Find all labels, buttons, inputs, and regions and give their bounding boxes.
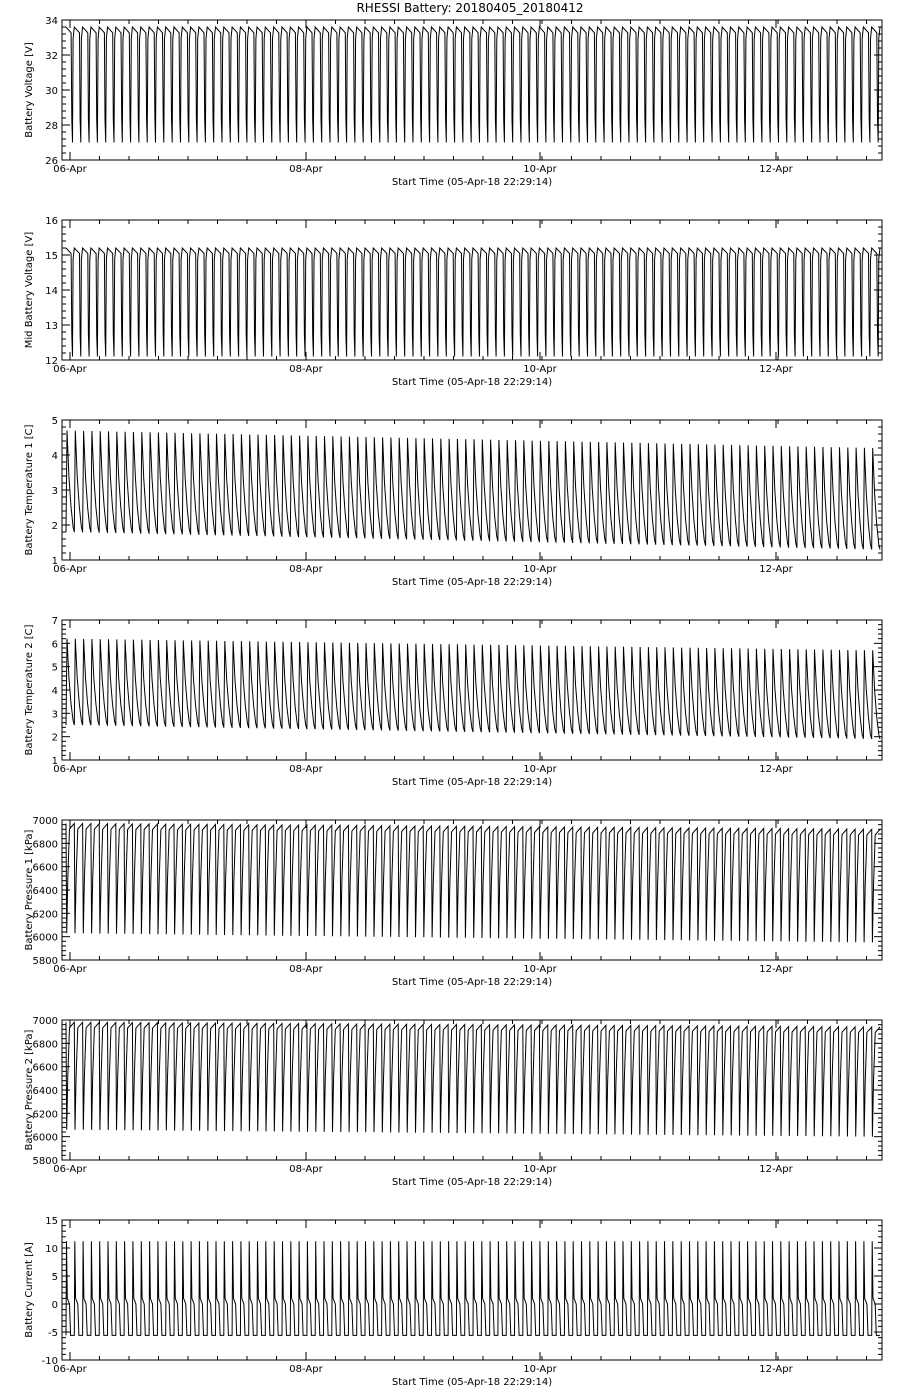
y-tick-label: 13 <box>45 321 58 332</box>
y-tick-label: 5 <box>51 416 58 427</box>
x-tick-label: 12-Apr <box>759 364 793 375</box>
y-tick-label: 5 <box>51 662 58 674</box>
x-tick-label: 08-Apr <box>289 964 323 975</box>
x-tick-label: 10-Apr <box>523 1164 557 1175</box>
y-tick-label: 6200 <box>32 909 58 921</box>
x-tick-label: 12-Apr <box>759 1164 793 1175</box>
panel-1 <box>24 16 882 188</box>
x-tick-label: 12-Apr <box>759 564 793 575</box>
y-tick-label: 6400 <box>32 1086 58 1097</box>
panel-2 <box>24 216 882 388</box>
x-tick-label: 10-Apr <box>523 364 557 375</box>
panel-3 <box>24 416 882 588</box>
y-tick-label: 2 <box>51 732 58 744</box>
series-trace <box>66 248 880 357</box>
y-tick-label: 4 <box>51 451 58 462</box>
y-tick-label: 34 <box>45 16 58 27</box>
y-tick-label: 3 <box>51 709 58 721</box>
y-tick-label: 7 <box>51 616 58 627</box>
series-trace <box>66 431 880 550</box>
y-tick-label: 3 <box>51 486 58 497</box>
x-tick-label: 08-Apr <box>289 364 323 375</box>
x-tick-label: 12-Apr <box>759 964 793 975</box>
panel-5 <box>24 816 882 988</box>
y-tick-label: 15 <box>45 1216 58 1227</box>
x-axis-label: Start Time (05-Apr-18 22:29:14) <box>391 977 553 988</box>
x-tick-label: 06-Apr <box>53 964 87 975</box>
x-tick-label: 10-Apr <box>523 964 557 975</box>
y-tick-label: 4 <box>51 686 58 697</box>
x-tick-label: 06-Apr <box>53 764 87 775</box>
x-tick-label: 12-Apr <box>759 164 793 175</box>
y-tick-label: 32 <box>45 51 58 62</box>
y-tick-label: 6600 <box>32 1062 58 1074</box>
x-tick-label: 10-Apr <box>523 164 557 175</box>
y-tick-label: -10 <box>41 1356 58 1367</box>
y-tick-label: 6000 <box>32 1132 58 1144</box>
y-tick-label: 15 <box>45 251 58 262</box>
y-tick-label: 6000 <box>32 932 58 944</box>
x-tick-label: 08-Apr <box>289 1164 323 1175</box>
panel-6 <box>24 1016 882 1188</box>
y-tick-label: -5 <box>48 1328 58 1339</box>
y-tick-label: 26 <box>45 156 58 167</box>
y-tick-label: 10 <box>45 1244 58 1255</box>
x-axis-label: Start Time (05-Apr-18 22:29:14) <box>391 1377 553 1388</box>
y-tick-label: 1 <box>51 756 58 767</box>
y-axis-label: Battery Pressure 2 [kPa] <box>24 1029 35 1151</box>
x-axis-label: Start Time (05-Apr-18 22:29:14) <box>391 377 553 388</box>
y-axis-label: Battery Pressure 1 [kPa] <box>24 829 35 951</box>
x-tick-label: 10-Apr <box>523 764 557 775</box>
y-tick-label: 6600 <box>32 862 58 874</box>
y-tick-label: 6200 <box>32 1109 58 1121</box>
y-axis-label: Mid Battery Voltage [V] <box>24 231 35 349</box>
y-tick-label: 2 <box>51 521 58 532</box>
x-tick-label: 06-Apr <box>53 1164 87 1175</box>
y-tick-label: 28 <box>45 121 58 132</box>
x-tick-label: 08-Apr <box>289 564 323 575</box>
figure-title: RHESSI Battery: 20180405_20180412 <box>356 1 584 15</box>
y-tick-label: 30 <box>45 86 58 97</box>
x-tick-label: 08-Apr <box>289 1364 323 1375</box>
plot-frame <box>62 620 882 760</box>
x-axis-label: Start Time (05-Apr-18 22:29:14) <box>391 1177 553 1188</box>
x-tick-label: 12-Apr <box>759 764 793 775</box>
series-trace <box>66 639 880 739</box>
x-tick-label: 10-Apr <box>523 1364 557 1375</box>
x-tick-label: 08-Apr <box>289 764 323 775</box>
panels <box>24 16 882 1388</box>
y-axis-label: Battery Current [A] <box>24 1242 35 1338</box>
y-tick-label: 12 <box>45 356 58 367</box>
series-trace <box>66 824 880 943</box>
x-tick-label: 08-Apr <box>289 164 323 175</box>
x-tick-label: 06-Apr <box>53 164 87 175</box>
y-tick-label: 14 <box>45 286 58 297</box>
y-tick-label: 0 <box>51 1300 58 1311</box>
y-tick-label: 5 <box>51 1272 58 1283</box>
panel-4 <box>24 616 882 788</box>
y-tick-label: 1 <box>51 556 58 567</box>
y-tick-label: 6800 <box>32 839 58 851</box>
x-tick-label: 10-Apr <box>523 564 557 575</box>
series-trace <box>66 1022 880 1136</box>
y-tick-label: 6 <box>51 639 58 651</box>
x-axis-label: Start Time (05-Apr-18 22:29:14) <box>391 577 553 588</box>
y-tick-label: 6800 <box>32 1039 58 1051</box>
x-tick-label: 06-Apr <box>53 1364 87 1375</box>
plot-frame <box>62 1220 882 1360</box>
y-axis-label: Battery Voltage [V] <box>24 42 35 138</box>
x-tick-label: 06-Apr <box>53 564 87 575</box>
y-tick-label: 16 <box>45 216 58 227</box>
y-tick-label: 7000 <box>32 1016 58 1027</box>
y-axis-label: Battery Temperature 2 [C] <box>24 624 35 756</box>
x-axis-label: Start Time (05-Apr-18 22:29:14) <box>391 177 553 188</box>
x-tick-label: 06-Apr <box>53 364 87 375</box>
y-axis-label: Battery Temperature 1 [C] <box>24 424 35 556</box>
series-trace <box>66 27 880 143</box>
y-tick-label: 6400 <box>32 886 58 897</box>
series-trace <box>66 1241 880 1335</box>
y-tick-label: 5800 <box>32 956 58 967</box>
y-tick-label: 7000 <box>32 816 58 827</box>
x-axis-label: Start Time (05-Apr-18 22:29:14) <box>391 777 553 788</box>
panel-7 <box>24 1216 882 1388</box>
y-tick-label: 5800 <box>32 1156 58 1167</box>
plot-frame <box>62 420 882 560</box>
x-tick-label: 12-Apr <box>759 1364 793 1375</box>
